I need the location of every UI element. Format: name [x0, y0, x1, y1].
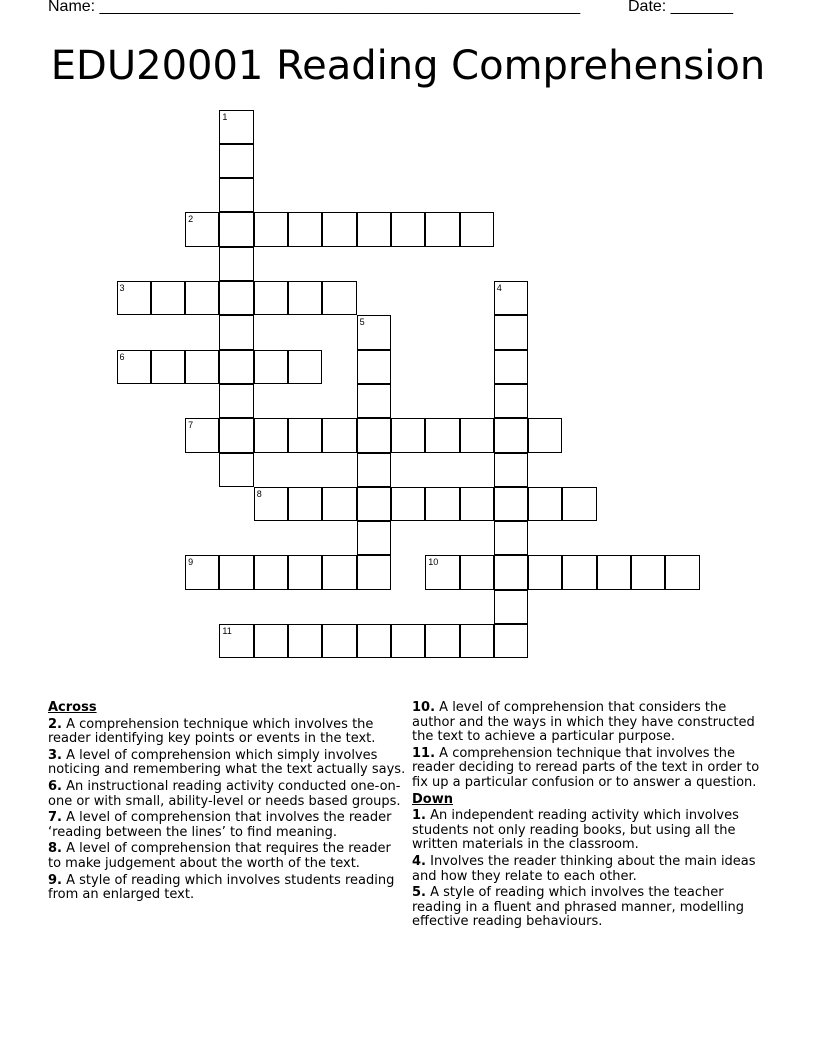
crossword-cell[interactable] — [425, 212, 459, 246]
crossword-cell[interactable] — [357, 384, 391, 418]
clue-down-4: 4. Involves the reader thinking about the main ideas and how they relate to each other. — [412, 853, 756, 884]
crossword-cell[interactable] — [562, 487, 596, 521]
crossword-cell[interactable] — [322, 624, 356, 658]
crossword-cell[interactable] — [357, 315, 391, 349]
crossword-cell[interactable] — [494, 350, 528, 384]
crossword-cell[interactable] — [357, 487, 391, 521]
crossword-cell[interactable] — [562, 555, 596, 589]
crossword-cell[interactable] — [357, 418, 391, 452]
crossword-cell[interactable] — [185, 281, 219, 315]
clue-across-11: 11. A comprehension technique that involves the reader deciding to reread parts of the text in order to fix up a particular confusion or to answer a question. — [412, 745, 760, 790]
crossword-cell[interactable] — [425, 624, 459, 658]
crossword-cell[interactable] — [219, 110, 253, 144]
crossword-cell[interactable] — [254, 487, 288, 521]
crossword-cell[interactable] — [665, 555, 699, 589]
crossword-cell[interactable] — [528, 418, 562, 452]
page-title: EDU20001 Reading Comprehension — [50, 43, 766, 89]
across-heading: Across — [48, 700, 97, 715]
crossword-cell[interactable] — [322, 281, 356, 315]
clue-across-2: 2. A comprehension technique which involves the reader identifying key points or events in the text. — [48, 716, 376, 747]
cell-number: 6 — [119, 351, 125, 362]
cell-number: 4 — [496, 283, 502, 293]
crossword-cell[interactable] — [288, 212, 322, 246]
clue-across-6: 6. An instructional reading activity conducted one-on-one or with small, ability-level or needs based groups. — [48, 778, 401, 809]
crossword-cell[interactable] — [185, 418, 219, 452]
crossword-cell[interactable] — [494, 624, 528, 658]
crossword-cell[interactable] — [219, 350, 253, 384]
crossword-cell[interactable] — [322, 418, 356, 452]
cell-number: 1 — [222, 111, 228, 122]
crossword-cell[interactable] — [494, 384, 528, 418]
crossword-cell[interactable] — [357, 350, 391, 384]
crossword-cell[interactable] — [631, 555, 665, 589]
crossword-cell[interactable] — [425, 487, 459, 521]
crossword-cell[interactable] — [254, 212, 288, 246]
crossword-cell[interactable] — [219, 247, 253, 281]
crossword-cell[interactable] — [219, 315, 253, 349]
crossword-cell[interactable] — [391, 212, 425, 246]
crossword-cell[interactable] — [254, 418, 288, 452]
clue-down-1: 1. An independent reading activity which involves students not only reading books, but using all the written materials in the classroom. — [412, 808, 739, 853]
crossword-cell[interactable] — [391, 418, 425, 452]
crossword-cell[interactable] — [322, 212, 356, 246]
crossword-cell[interactable] — [219, 555, 253, 589]
crossword-cell[interactable] — [288, 350, 322, 384]
crossword-cell[interactable] — [494, 555, 528, 589]
crossword-cell[interactable] — [528, 487, 562, 521]
crossword-cell[interactable] — [219, 212, 253, 246]
down-heading: Down — [412, 791, 453, 807]
crossword-cell[interactable] — [288, 555, 322, 589]
crossword-cell[interactable] — [460, 624, 494, 658]
crossword-cell[interactable] — [288, 487, 322, 521]
crossword-cell[interactable] — [219, 418, 253, 452]
crossword-cell[interactable] — [185, 350, 219, 384]
crossword-cell[interactable] — [391, 624, 425, 658]
name-line[interactable]: Name: ______________________________________________________ — [48, 0, 581, 15]
cell-number: 2 — [188, 214, 194, 225]
cell-number: 5 — [359, 317, 365, 328]
crossword-cell[interactable] — [460, 555, 494, 589]
clue-across-8: 8. A level of comprehension that requires the reader to make judgement about the worth of the text. — [48, 841, 391, 871]
cell-number: 3 — [119, 283, 125, 293]
crossword-cell[interactable] — [288, 281, 322, 315]
crossword-cell[interactable] — [219, 281, 253, 315]
clue-across-10: 10. A level of comprehension that considers the author and the ways in which they have constructed the text to achieve a particular purpose. — [412, 700, 755, 745]
clue-across-3: 3. A level of comprehension which simply involves noticing and remembering what the text actually says. — [48, 747, 406, 778]
crossword-cell[interactable] — [219, 144, 253, 178]
crossword-cell[interactable] — [425, 418, 459, 452]
crossword-cell[interactable] — [219, 624, 253, 658]
crossword-cell[interactable] — [357, 453, 391, 487]
crossword-cell[interactable] — [117, 350, 151, 384]
cell-number: 9 — [188, 557, 194, 568]
crossword-cell[interactable] — [494, 487, 528, 521]
crossword-cell[interactable] — [254, 624, 288, 658]
crossword-cell[interactable] — [460, 418, 494, 452]
crossword-cell[interactable] — [494, 453, 528, 487]
crossword-cell[interactable] — [288, 624, 322, 658]
crossword-cell[interactable] — [425, 555, 459, 589]
crossword-cell[interactable] — [460, 487, 494, 521]
crossword-cell[interactable] — [219, 453, 253, 487]
clue-across-7: 7. A level of comprehension that involves the reader ‘reading between the lines’ to find meaning. — [48, 810, 392, 840]
cell-number: 8 — [256, 488, 262, 499]
crossword-cell[interactable] — [357, 212, 391, 246]
clues-right-column — [412, 701, 772, 932]
crossword-cell[interactable] — [357, 521, 391, 555]
cell-number: 7 — [188, 420, 194, 431]
clue-down-5: 5. A style of reading which involves the teacher reading in a fluent and phrased manner, modelling effective reading behaviours. — [412, 885, 744, 930]
crossword-cell[interactable] — [185, 555, 219, 589]
clue-across-9: 9. A style of reading which involves students reading from an enlarged text. — [48, 872, 395, 903]
crossword-cell[interactable] — [322, 487, 356, 521]
crossword-cell[interactable] — [185, 212, 219, 246]
crossword-cell[interactable] — [254, 350, 288, 384]
crossword-cell[interactable] — [254, 555, 288, 589]
crossword-cell[interactable] — [322, 555, 356, 589]
crossword-cell[interactable] — [288, 418, 322, 452]
cell-number: 11 — [222, 626, 232, 636]
crossword-cell[interactable] — [494, 521, 528, 555]
crossword-cell[interactable] — [528, 555, 562, 589]
crossword-cell[interactable] — [254, 281, 288, 315]
crossword-cell[interactable] — [391, 487, 425, 521]
crossword-cell[interactable] — [357, 624, 391, 658]
crossword-cell[interactable] — [219, 384, 253, 418]
crossword-cell[interactable] — [151, 350, 185, 384]
crossword-cell[interactable] — [494, 315, 528, 349]
date-line[interactable]: Date: _______ — [628, 0, 733, 15]
crossword-cell[interactable] — [494, 590, 528, 624]
crossword-cell[interactable] — [219, 178, 253, 212]
crossword-cell[interactable] — [357, 555, 391, 589]
crossword-cell[interactable] — [597, 555, 631, 589]
crossword-cell[interactable] — [460, 212, 494, 246]
crossword-cell[interactable] — [151, 281, 185, 315]
crossword-cell[interactable] — [494, 281, 528, 315]
clues-left-column — [48, 701, 406, 905]
crossword-cell[interactable] — [494, 418, 528, 452]
cell-number: 10 — [428, 557, 439, 568]
crossword-cell[interactable] — [117, 281, 151, 315]
